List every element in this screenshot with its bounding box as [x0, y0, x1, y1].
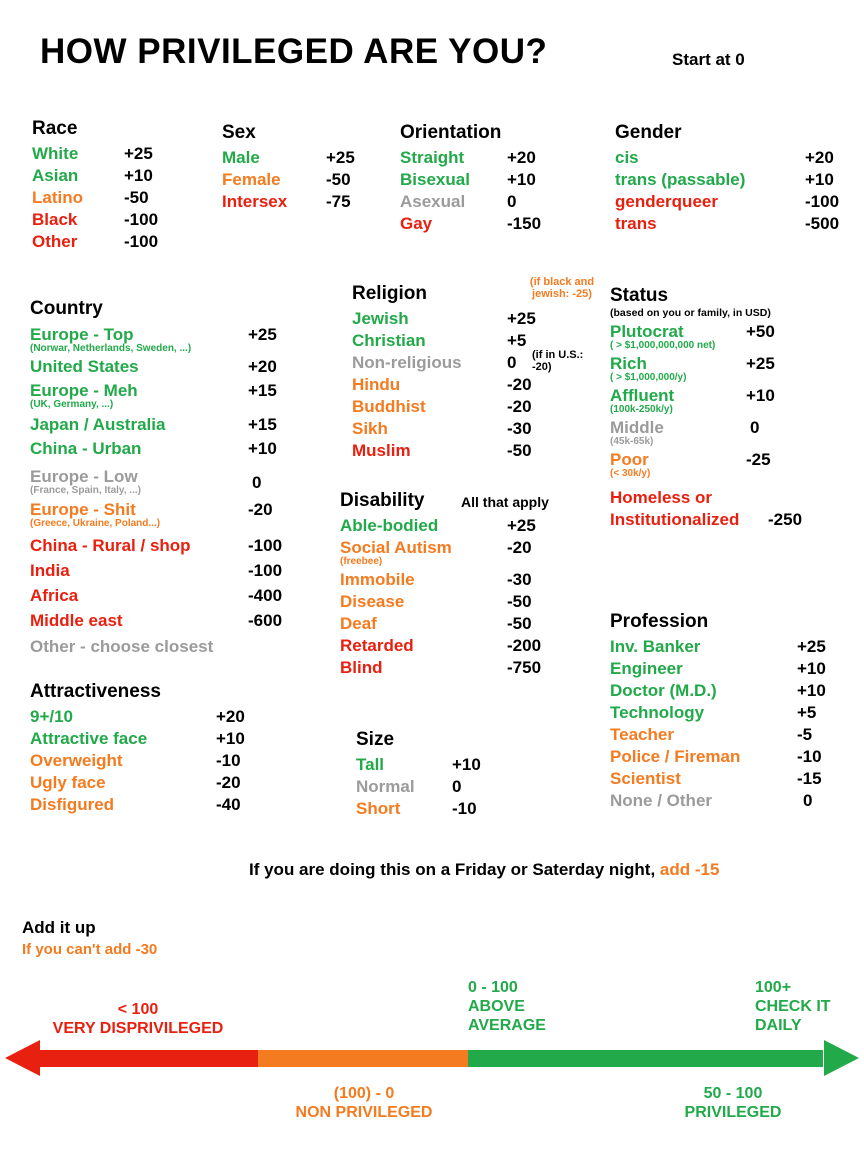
category-title-country: Country	[30, 298, 103, 319]
row-country-europe-low	[30, 466, 320, 496]
label: Retarded	[340, 636, 414, 655]
row-profession-inv-banker	[610, 636, 860, 658]
row-country-china-urban	[30, 438, 320, 460]
row-race-asian	[32, 165, 192, 187]
label: Tall	[356, 755, 385, 774]
row-religion-muslim	[352, 440, 602, 462]
value: +25	[248, 325, 277, 344]
row-status-rich	[610, 353, 860, 383]
row-attractiveness-attractive-face	[30, 728, 290, 750]
label: Disease	[340, 592, 405, 611]
label: Normal	[356, 777, 415, 796]
row-status-homeless	[610, 487, 860, 509]
note: (100k-250k/y)	[610, 404, 673, 415]
friday-note-text: If you are doing this on a Friday or Saterday night,	[249, 860, 656, 879]
value: +10	[805, 170, 834, 189]
value: -50	[124, 188, 149, 207]
label: Straight	[400, 148, 465, 167]
scale-label-above-average	[468, 978, 618, 1035]
label: Gay	[400, 214, 433, 233]
label: United States	[30, 357, 139, 376]
label: Asexual	[400, 192, 466, 211]
value: -20	[507, 397, 532, 416]
row-profession-scientist	[610, 768, 860, 790]
row-country-japan-australia	[30, 414, 320, 436]
value: -20	[216, 773, 241, 792]
value: +20	[507, 148, 536, 167]
label: Japan / Australia	[30, 415, 166, 434]
row-profession-police	[610, 746, 860, 768]
add-it-up-note: If you can't add -30	[22, 941, 158, 958]
row-profession-doctor	[610, 680, 860, 702]
row-attractiveness-ugly-face	[30, 772, 290, 794]
value: +10	[797, 659, 826, 678]
category-gender	[615, 122, 845, 235]
value: 0	[452, 777, 462, 796]
category-country	[30, 298, 320, 658]
label: Male	[222, 148, 260, 167]
note: (freebee)	[340, 556, 383, 567]
line1: 0 - 100	[468, 979, 518, 996]
value: -500	[805, 214, 840, 233]
label: Jewish	[352, 309, 409, 328]
label: Poor	[610, 450, 649, 469]
category-race	[32, 118, 192, 253]
value: 0	[803, 791, 813, 810]
line1: 100+	[755, 979, 792, 996]
note: (UK, Germany, ...)	[30, 399, 114, 410]
value: -10	[452, 799, 477, 818]
row-disability-retarded	[340, 635, 600, 657]
row-status-affluent	[610, 385, 860, 415]
value: -30	[507, 570, 532, 589]
row-status-middle	[610, 417, 860, 447]
value: -40	[216, 795, 241, 814]
row-country-middle-east	[30, 610, 320, 632]
row-size-tall	[356, 754, 556, 776]
label: Immobile	[340, 570, 415, 589]
value: -600	[248, 611, 283, 630]
value: -30	[507, 419, 532, 438]
value: +10	[507, 170, 536, 189]
label: Christian	[352, 331, 426, 350]
value: +20	[805, 148, 834, 167]
value: +25	[797, 637, 826, 656]
row-country-europe-top	[30, 324, 320, 354]
category-title-disability: Disability	[340, 490, 425, 511]
note: (Norwar, Netherlands, Sweden, ...)	[30, 343, 192, 354]
scale-segment-orange	[258, 1050, 468, 1067]
page-title: HOW PRIVILEGED ARE YOU?	[40, 32, 548, 71]
value: -100	[248, 536, 283, 555]
row-country-other	[30, 636, 320, 658]
value: +25	[326, 148, 355, 167]
value: -20	[507, 375, 532, 394]
value: -50	[326, 170, 351, 189]
row-race-black	[32, 209, 192, 231]
category-title-religion: Religion	[352, 283, 427, 304]
friday-note-value: add -15	[659, 860, 720, 879]
label: Muslim	[352, 441, 411, 460]
value: 0	[750, 418, 760, 437]
scale-arrow-left	[5, 1040, 40, 1076]
label: None / Other	[610, 791, 713, 810]
row-disability-social-autism	[340, 537, 600, 567]
value: +25	[746, 354, 775, 373]
label: Female	[222, 170, 281, 189]
row-disability-able-bodied	[340, 515, 600, 537]
row-gender-genderqueer	[615, 191, 845, 213]
row-religion-sikh	[352, 418, 602, 440]
line2: CHECK IT	[755, 998, 831, 1015]
value: +50	[746, 322, 775, 341]
religion-corner-note: (if black and jewish: -25)	[529, 276, 595, 300]
label: Black	[32, 210, 78, 229]
row-profession-none	[610, 790, 860, 812]
label: Short	[356, 799, 401, 818]
label: trans	[615, 214, 657, 233]
label: genderqueer	[615, 192, 718, 211]
category-orientation	[400, 122, 600, 235]
row-sex-female	[222, 169, 382, 191]
value: 0	[252, 473, 262, 492]
value: -20	[507, 538, 532, 557]
row-country-india	[30, 560, 320, 582]
label: Attractive face	[30, 729, 148, 748]
value: +10	[248, 439, 277, 458]
value: +15	[248, 381, 277, 400]
row-orientation-gay	[400, 213, 600, 235]
row-size-short	[356, 798, 556, 820]
category-attractiveness	[30, 681, 290, 816]
friday-note	[249, 860, 719, 880]
row-status-plutocrat	[610, 321, 860, 351]
line3: AVERAGE	[468, 1017, 546, 1034]
label: Non-religious	[352, 353, 462, 372]
row-status-homeless-line2	[610, 509, 860, 531]
category-title-status: Status	[610, 285, 669, 306]
row-disability-immobile	[340, 569, 600, 591]
label: Social Autism	[340, 538, 452, 557]
value: -20	[248, 500, 273, 519]
label: Europe - Low	[30, 467, 138, 486]
value: +20	[216, 707, 245, 726]
value: +5	[507, 331, 527, 350]
line1: (100) - 0	[333, 1085, 395, 1102]
row-country-europe-meh	[30, 380, 320, 410]
label-line2: Institutionalized	[610, 510, 740, 529]
note: ( > $1,000,000,000 net)	[610, 340, 716, 351]
label: Intersex	[222, 192, 288, 211]
row-orientation-asexual	[400, 191, 600, 213]
row-sex-intersex	[222, 191, 382, 213]
category-title-profession: Profession	[610, 611, 709, 632]
label: China - Urban	[30, 439, 142, 458]
category-sex	[222, 122, 382, 213]
value: 0	[507, 192, 517, 211]
label: Doctor (M.D.)	[610, 681, 717, 700]
label: Disfigured	[30, 795, 115, 814]
row-profession-engineer	[610, 658, 860, 680]
value: -5	[797, 725, 813, 744]
value: -50	[507, 441, 532, 460]
label-line1: Homeless or	[610, 488, 713, 507]
label: Middle	[610, 418, 664, 437]
value: -75	[326, 192, 351, 211]
value: -100	[805, 192, 840, 211]
category-status	[610, 285, 860, 531]
category-title-size: Size	[356, 729, 395, 750]
category-profession	[610, 611, 860, 812]
line3: DAILY	[755, 1017, 802, 1034]
value: +15	[248, 415, 277, 434]
value: -100	[124, 210, 159, 229]
row-gender-trans	[615, 213, 845, 235]
category-title-orientation: Orientation	[400, 122, 502, 143]
note: (< 30k/y)	[610, 468, 651, 479]
row-gender-cis	[615, 147, 845, 169]
label: White	[32, 144, 79, 163]
row-attractiveness-disfigured	[30, 794, 290, 816]
scale-label-check-it-daily	[755, 978, 864, 1035]
value: -100	[248, 561, 283, 580]
row-disability-disease	[340, 591, 600, 613]
label: Inv. Banker	[610, 637, 701, 656]
label: Europe - Top	[30, 325, 134, 344]
row-race-white	[32, 143, 192, 165]
label: Deaf	[340, 614, 377, 633]
note: (Greece, Ukraine, Poland...)	[30, 518, 161, 529]
value: +10	[797, 681, 826, 700]
note: ( > $1,000,000/y)	[610, 372, 687, 383]
scale-label-very-disprivileged	[18, 1000, 258, 1038]
value: +25	[507, 309, 536, 328]
scale-label-non-privileged	[250, 1084, 478, 1122]
value: +25	[124, 144, 153, 163]
row-orientation-bisexual	[400, 169, 600, 191]
line2: VERY DISPRIVILEGED	[52, 1020, 224, 1037]
value: -400	[248, 586, 283, 605]
category-disability	[340, 490, 600, 679]
category-size	[356, 729, 556, 820]
line1: < 100	[117, 1001, 159, 1018]
label: Plutocrat	[610, 322, 684, 341]
line2: NON PRIVILEGED	[295, 1104, 433, 1121]
category-title-attractiveness: Attractiveness	[30, 681, 161, 702]
row-country-china-rural	[30, 535, 320, 557]
label: Europe - Shit	[30, 500, 136, 519]
label: Bisexual	[400, 170, 470, 189]
line2: PRIVILEGED	[684, 1104, 782, 1121]
value: -10	[797, 747, 822, 766]
row-size-normal	[356, 776, 556, 798]
value: -200	[507, 636, 542, 655]
label: Police / Fireman	[610, 747, 741, 766]
label: Able-bodied	[340, 516, 439, 535]
row-profession-teacher	[610, 724, 860, 746]
value: -750	[507, 658, 542, 677]
value: -15	[797, 769, 822, 788]
label: Middle east	[30, 611, 123, 630]
value: -150	[507, 214, 542, 233]
label: Scientist	[610, 769, 681, 788]
scale-arrow-right	[824, 1040, 859, 1076]
row-race-latino	[32, 187, 192, 209]
row-profession-technology	[610, 702, 860, 724]
label: Africa	[30, 586, 79, 605]
religion-us-note: (if in U.S.: -20)	[532, 349, 584, 373]
row-country-united-states	[30, 356, 320, 378]
label: trans (passable)	[615, 170, 746, 189]
value: 0	[507, 353, 517, 372]
category-title-sex: Sex	[222, 122, 256, 143]
row-race-other	[32, 231, 192, 253]
label: Teacher	[610, 725, 674, 744]
row-religion-buddhist	[352, 396, 602, 418]
scale-segment-green	[468, 1050, 823, 1067]
row-gender-trans-passable	[615, 169, 845, 191]
line1: 50 - 100	[703, 1085, 763, 1102]
label: China - Rural / shop	[30, 536, 191, 555]
privilege-scale	[0, 1040, 864, 1076]
value: -25	[746, 450, 771, 469]
value: +10	[746, 386, 775, 405]
row-disability-deaf	[340, 613, 600, 635]
label: Blind	[340, 658, 383, 677]
add-it-up-title: Add it up	[22, 918, 96, 937]
row-orientation-straight	[400, 147, 600, 169]
label: Affluent	[610, 386, 675, 405]
value: -250	[768, 510, 803, 529]
label: Latino	[32, 188, 83, 207]
row-religion-hindu	[352, 374, 602, 396]
row-status-poor	[610, 449, 860, 479]
scale-segment-red	[38, 1050, 258, 1067]
disability-subtitle: All that apply	[461, 494, 549, 510]
value: -100	[124, 232, 159, 251]
label: Rich	[610, 354, 647, 373]
label: Sikh	[352, 419, 388, 438]
start-at-note: Start at 0	[672, 50, 745, 69]
label: Hindu	[352, 375, 401, 394]
row-attractiveness-overweight	[30, 750, 290, 772]
line2: ABOVE	[468, 998, 525, 1015]
label: Europe - Meh	[30, 381, 138, 400]
label: cis	[615, 148, 639, 167]
note: (45k-65k)	[610, 436, 654, 447]
label: 9+/10	[30, 707, 74, 726]
value: -50	[507, 592, 532, 611]
value: +5	[797, 703, 817, 722]
label: Overweight	[30, 751, 123, 770]
scale-label-privileged	[648, 1084, 818, 1122]
category-title-race: Race	[32, 118, 78, 139]
label: Other	[32, 232, 78, 251]
row-sex-male	[222, 147, 382, 169]
value: +10	[216, 729, 245, 748]
status-subtitle: (based on you or family, in USD)	[610, 307, 771, 319]
row-disability-blind	[340, 657, 600, 679]
label: Engineer	[610, 659, 683, 678]
value: -10	[216, 751, 241, 770]
label: Asian	[32, 166, 79, 185]
value: +10	[124, 166, 153, 185]
row-attractiveness-9plus	[30, 706, 290, 728]
label: Ugly face	[30, 773, 106, 792]
category-title-gender: Gender	[615, 122, 682, 143]
value: +20	[248, 357, 277, 376]
label: India	[30, 561, 70, 580]
label: Buddhist	[352, 397, 426, 416]
row-country-europe-shit	[30, 499, 320, 529]
label: Other - choose closest	[30, 637, 214, 656]
value: -50	[507, 614, 532, 633]
note: (France, Spain, Italy, ...)	[30, 485, 141, 496]
row-religion-jewish	[352, 308, 602, 330]
row-country-africa	[30, 585, 320, 607]
value: +25	[507, 516, 536, 535]
label: Technology	[610, 703, 705, 722]
value: +10	[452, 755, 481, 774]
